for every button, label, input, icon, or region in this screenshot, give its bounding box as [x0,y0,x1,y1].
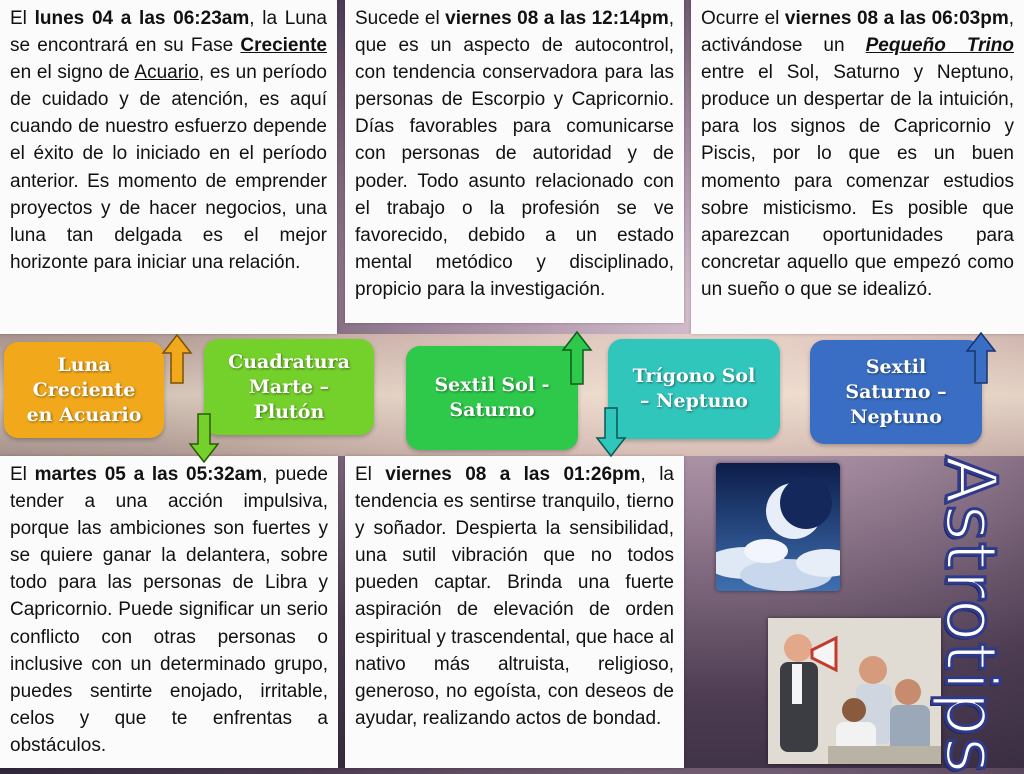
panel-moon-phase: El lunes 04 a las 06:23am, la Luna se encontrará en su Fase Creciente en el signo de Acuario, es un período de cuidado y de atención, es aquí cuando de nuestro esfuerzo depende el éxito de lo iniciado en el período anterior. Es momento de emprender proyectos y de hacer negocios, una luna tan delgada es el mejor horizonte para iniciar una relación. [0,0,337,334]
panel-cuadratura-marte-pluton: El martes 05 a las 05:32am, puede tender a una acción impulsiva, porque las ambiciones son fuertes y se quiere ganar la delantera, sobre todo para las personas de Libra y Capricornio. Puede significar un serio conflicto con otras personas o inclusive con un determinado grupo, puedes sentirte enojado, irritable, celos y que te enfrentas a obstáculos. [0,456,338,768]
moon-clouds-image [716,463,840,591]
panel-sextil-sol-saturno: Sucede el viernes 08 a las 12:14pm, que es un aspecto de autocontrol, con tendencia conservadora para las personas de Escorpio y Capricornio. Días favorables para comunicarse con personas de autoridad y de poder. Todo asunto relacionado con el trabajo o la profesión se ve favorecido, debido a un estado mental metódico y disciplinado, propicio para la investigación. [345,0,684,323]
arrow-down-icon [595,406,627,458]
pill-luna-creciente: Luna Creciente en Acuario [4,342,164,438]
arrow-up-icon [965,331,997,385]
arrow-down-icon [188,412,220,464]
boss-yelling-megaphone-image [768,618,941,764]
arrow-up-icon [161,333,193,385]
panel-sextil-saturno-neptuno: El viernes 08 a las 01:26pm, la tendencia es sentirse tranquilo, tierno y soñador. Despierta la sensibilidad, una sutil vibración que no todos pueden captar. Brinda una fuerte aspiración de elevación de orden espiritual y trascendental, que hace al nativo más altruista, religioso, generoso, no egoísta, con deseos de ayudar, realizando actos de bondad. [345,456,684,768]
brand-title: Astrotips [929,455,1012,774]
pill-sextil-sol-saturno: Sextil Sol - Saturno [406,346,578,450]
pill-trigono-sol-neptuno: Trígono Sol – Neptuno [608,339,780,439]
panel-trigono-sol-neptuno: Ocurre el viernes 08 a las 06:03pm, activándose un Pequeño Trino entre el Sol, Saturno y Neptuno, produce un despertar de la intuición, para los signos de Capricornio y Piscis, por lo que es un buen momento para comenzar estudios sobre misticismo. Es posible que aparezcan oportunidades para concretar aquello que empezó como un sueño o que se idealizó. [691,0,1024,334]
pill-cuadratura-marte-pluton: Cuadratura Marte – Plutón [204,339,374,435]
pill-sextil-saturno-neptuno: Sextil Saturno – Neptuno [810,340,982,444]
arrow-up-icon [561,330,593,386]
